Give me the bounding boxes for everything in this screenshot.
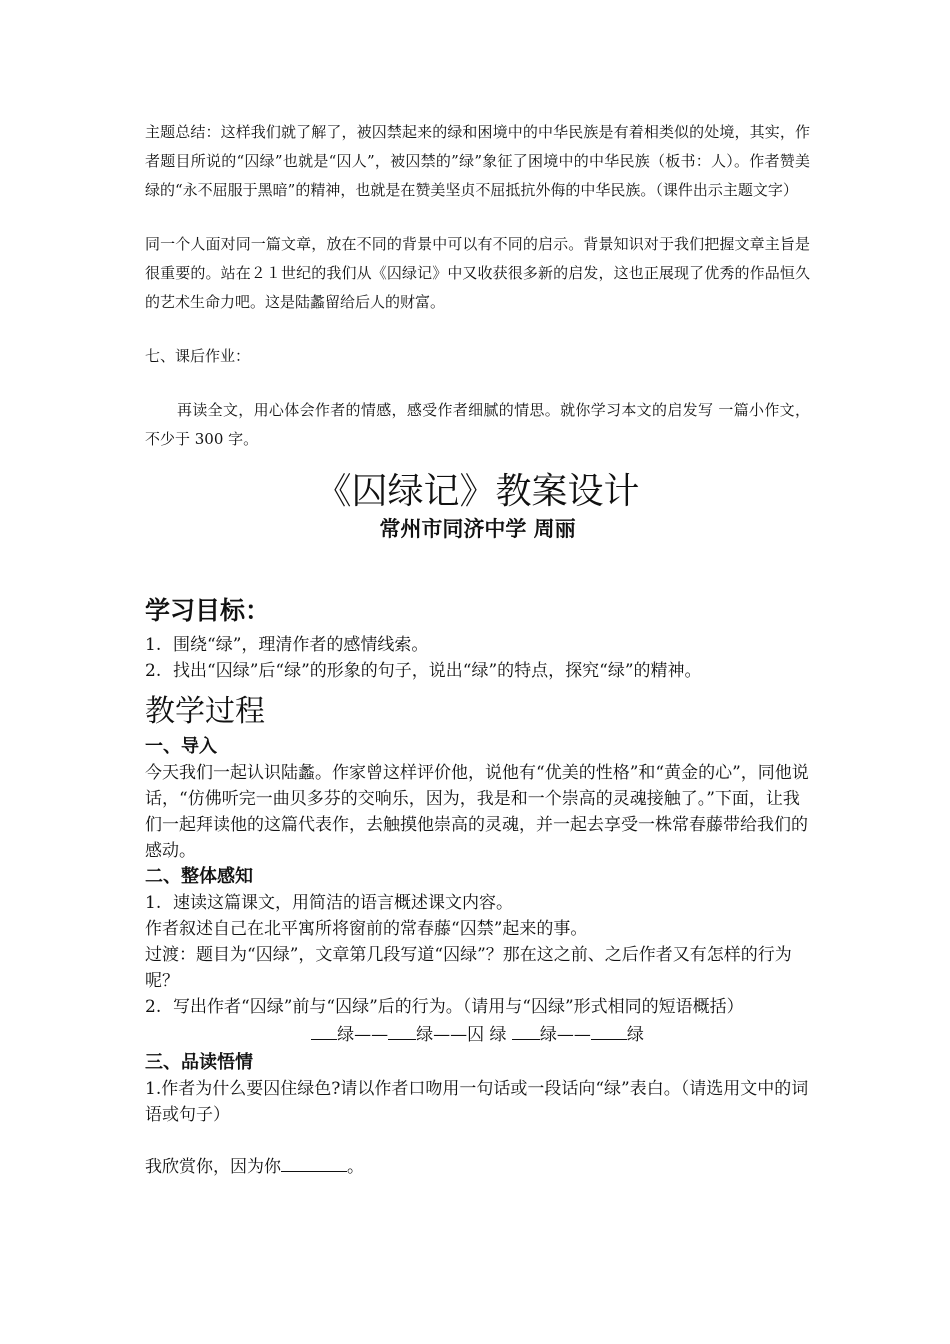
background-paragraph: 同一个人面对同一篇文章，放在不同的背景中可以有不同的启示。背景知识对于我们把握文章主旨是很重要的。站在２１世纪的我们从《囚绿记》中又收获很多新的启发，这也正展现了优秀的作品恒久的艺术生命力吧。这是陆蠡留给后人的财富。 bbox=[145, 235, 810, 311]
title-block bbox=[145, 470, 810, 544]
homework-text: 再读全文，用心体会作者的情感，感受作者细腻的情思。就你学习本文的启发写 一篇小作文，不少于 300 字。 bbox=[145, 401, 810, 448]
answer-blank[interactable] bbox=[281, 1153, 347, 1172]
overview-transition: 过渡：题目为“囚绿”，文章第几段写道“囚绿”？那在这之前、之后作者又有怎样的行为呢？ bbox=[145, 945, 792, 991]
goal-text: 找出“囚绿”后“绿”的形象的句子，说出“绿”的特点，探究“绿”的精神。 bbox=[173, 661, 702, 681]
process-heading: 教学过程 bbox=[145, 694, 265, 729]
fill-blank[interactable] bbox=[311, 1021, 337, 1040]
fill-blank[interactable] bbox=[591, 1021, 627, 1040]
item-text: 写出作者“囚绿”前与“囚绿”后的行为。（请用与“囚绿”形式相同的短语概括） bbox=[173, 997, 744, 1017]
overview-item-2 bbox=[145, 994, 810, 1020]
fill-word: 绿——囚 绿 bbox=[416, 1025, 512, 1045]
fill-blank[interactable] bbox=[388, 1021, 416, 1040]
section-overview-heading: 二、整体感知 bbox=[145, 866, 253, 887]
homework-heading: 七、课后作业： bbox=[145, 347, 251, 365]
goal-number: 2. bbox=[145, 661, 162, 681]
fill-in-row bbox=[145, 1020, 810, 1050]
overview-answer: 作者叙述自己在北平寓所将窗前的常春藤“囚禁”起来的事。 bbox=[145, 919, 588, 939]
document-title: 《囚绿记》教案设计 bbox=[315, 471, 640, 512]
section-intro-heading: 一、导入 bbox=[145, 736, 217, 757]
goal-item bbox=[145, 632, 810, 658]
fill-blank[interactable] bbox=[512, 1021, 540, 1040]
item-number: 2. bbox=[145, 997, 162, 1017]
goal-item bbox=[145, 658, 810, 684]
reading-question: 1.作者为什么要囚住绿色?请以作者口吻用一句话或一段话向“绿”表白。（请选用文中的词语或句子） bbox=[145, 1079, 809, 1125]
prompt-end: 。 bbox=[347, 1157, 364, 1177]
goal-number: 1. bbox=[145, 635, 162, 655]
prompt-text: 我欣赏你，因为你 bbox=[145, 1157, 281, 1177]
item-number: 1. bbox=[145, 893, 162, 913]
section-reading-heading: 三、品读悟情 bbox=[145, 1052, 253, 1073]
item-text: 速读这篇课文，用简洁的语言概述课文内容。 bbox=[173, 893, 513, 913]
fill-word: 绿—— bbox=[539, 1025, 591, 1045]
overview-item-1 bbox=[145, 890, 810, 916]
learning-goals-heading: 学习目标： bbox=[145, 596, 271, 625]
intro-text: 今天我们一起认识陆蠡。作家曾这样评价他，说他有“优美的性格”和“黄金的心”，同他说话，“仿佛听完一曲贝多芬的交响乐，因为，我是和一个崇高的灵魂接触了。”下面，让我们一起拜读他的这篇代表作，去触摸他崇高的灵魂，并一起去享受一株常春藤带给我们的感动。 bbox=[145, 763, 809, 861]
fill-word: 绿—— bbox=[337, 1025, 389, 1045]
document-page bbox=[145, 118, 810, 1180]
goal-text: 围绕“绿”，理清作者的感情线索。 bbox=[173, 635, 429, 655]
appreciation-prompt bbox=[145, 1153, 810, 1180]
document-author: 常州市同济中学 周丽 bbox=[379, 517, 576, 541]
fill-word: 绿 bbox=[626, 1025, 644, 1045]
theme-summary-paragraph: 主题总结：这样我们就了解了，被囚禁起来的绿和困境中的中华民族是有着相类似的处境，其实，作者题目所说的“囚绿”也就是“囚人”，被囚禁的”绿”象征了困境中的中华民族（板书：人）。作者赞美绿的“永不屈服于黑暗”的精神，也就是在赞美坚贞不屈抵抗外侮的中华民族。（课件出示主题文字） bbox=[145, 123, 810, 199]
